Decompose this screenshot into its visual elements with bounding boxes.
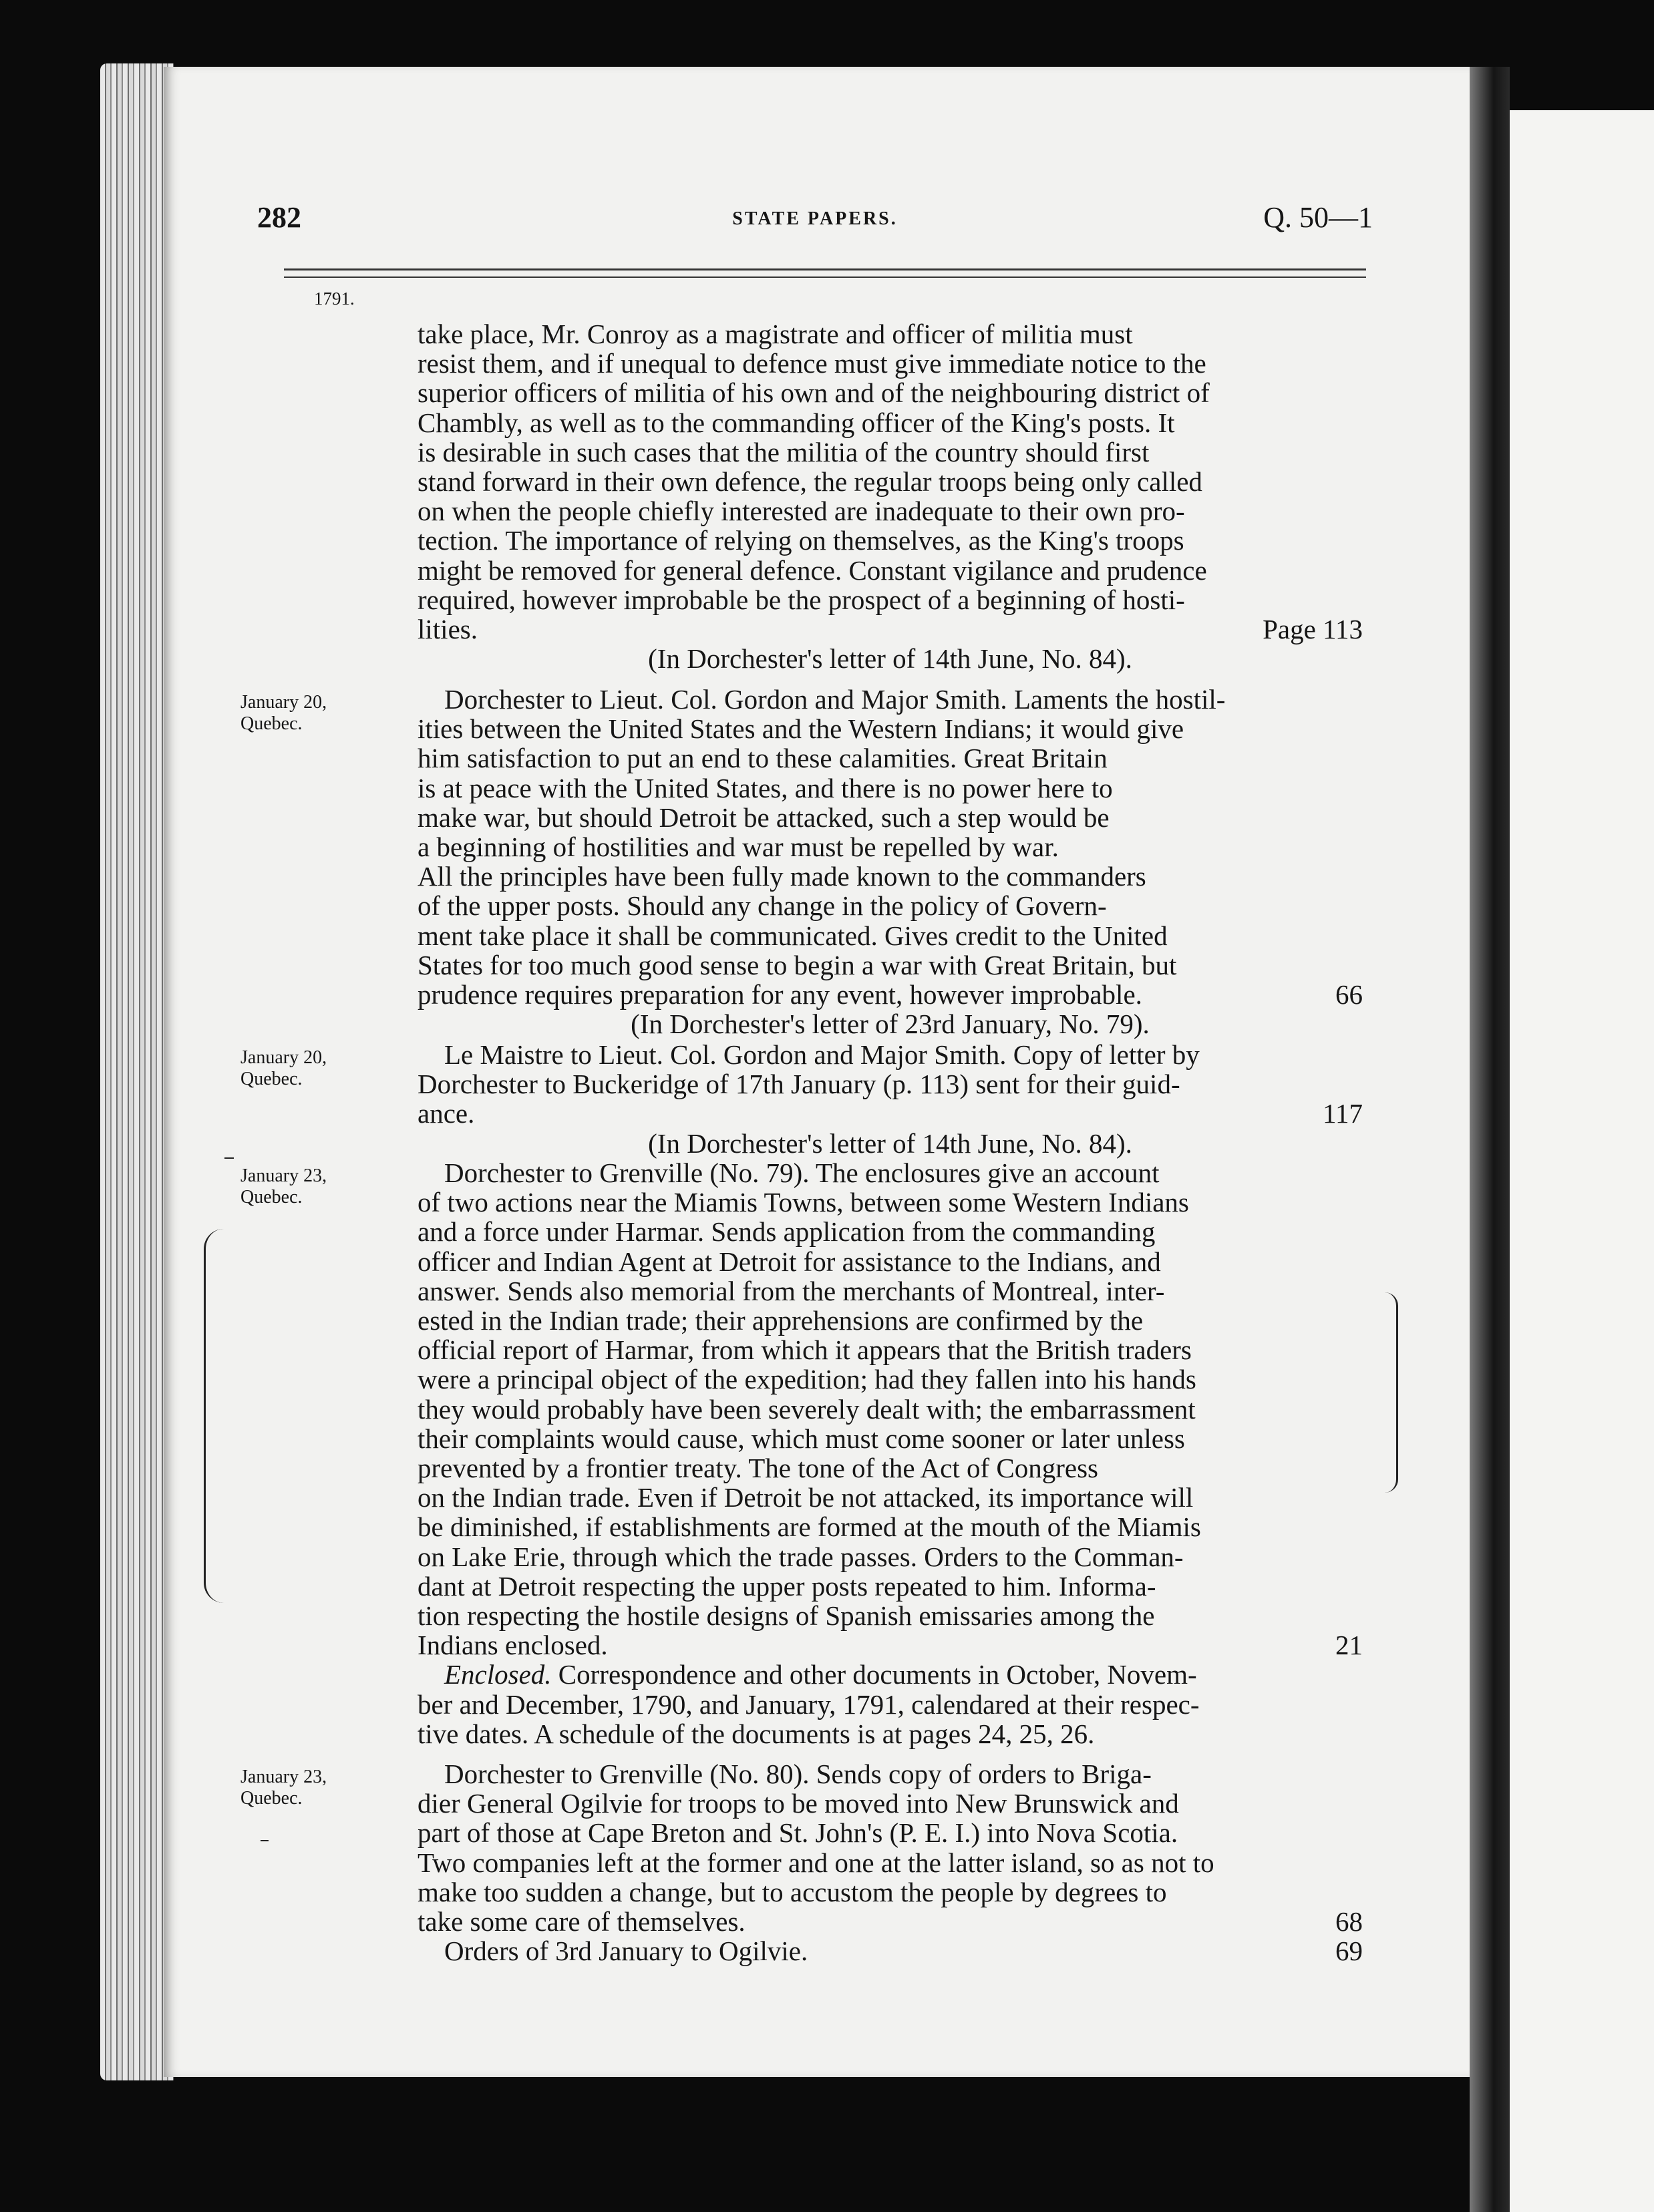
pencil-bracket-mark [204,1229,226,1603]
text-line: dier General Ogilvie for troops to be moved into New Brunswick and [418,1788,1179,1819]
text-line: were a principal object of the expedition; had they fallen into his hands [418,1364,1196,1395]
source-note: (In Dorchester's letter of 14th June, No. 84). [648,643,1132,675]
header-rule [284,268,1366,270]
text-line: be diminished, if establishments are formed at the mouth of the Miamis [418,1511,1201,1543]
text-line: Indians enclosed. [418,1630,608,1661]
text-line: on when the people chiefly interested are inadequate to their own pro- [418,496,1185,527]
text-line: Chambly, as well as to the commanding officer of the King's posts. It [418,407,1175,438]
entry-body [418,685,1363,1039]
pencil-dash-mark [224,1157,234,1159]
text-line: him satisfaction to put an end to these calamities. Great Britain [418,743,1108,774]
text-line: resist them, and if unequal to defence must give immediate notice to the [418,348,1206,379]
volume-reference: Q. 50—1 [1263,201,1373,234]
text-line-with-ref [418,1630,1363,1660]
text-line: Dorchester to Grenville (No. 79). The enclosures give an account [444,1157,1160,1188]
text-line-with-ref [418,980,1363,1009]
page-ref: 117 [1323,1098,1363,1129]
page-number: 282 [257,201,301,234]
entry-place: Quebec. [240,1069,303,1089]
text-line: ment take place it shall be communicated. Gives credit to the United [418,920,1168,951]
text-line: officer and Indian Agent at Detroit for assistance to the Indians, and [418,1246,1161,1277]
entry-date: January 23, [240,1767,327,1787]
text-line: of two actions near the Miamis Towns, between some Western Indians [418,1187,1189,1218]
pencil-dash-mark [261,1840,269,1841]
text-line: of the upper posts. Should any change in the policy of Govern- [418,890,1107,922]
text-line: Le Maistre to Lieut. Col. Gordon and Major Smith. Copy of letter by [444,1039,1200,1070]
text-line: ested in the Indian trade; their apprehensions are confirmed by the [418,1305,1144,1336]
entry-continuation [418,319,1363,673]
book-page-edges [100,63,174,2080]
text-line: ber and December, 1790, and January, 1791, calendared at their respec- [418,1688,1200,1720]
text-line: Dorchester to Buckeridge of 17th January (p. 113) sent for their guid- [418,1069,1180,1100]
entry-place: Quebec. [240,1187,303,1208]
text-line: a beginning of hostilities and war must be repelled by war. [418,832,1059,863]
text-line: tection. The importance of relying on themselves, as the King's troops [418,525,1184,556]
page-ref: Page 113 [1263,614,1363,645]
entry-date-marginal [240,1047,327,1090]
entry-date-marginal [240,692,327,735]
text-line: required, however improbable be the prospect of a beginning of hosti- [418,584,1185,615]
text-line: official report of Harmar, from which it appears that the British traders [418,1334,1192,1366]
text-line: might be removed for general defence. Constant vigilance and prudence [418,554,1207,586]
text-line: Dorchester to Lieut. Col. Gordon and Major Smith. Laments the hostil- [444,684,1226,715]
text-line: make war, but should Detroit be attacked, such a step would be [418,801,1110,833]
source-note: (In Dorchester's letter of 14th June, No. 84). [648,1127,1132,1159]
text-line: they would probably have been severely dealt with; the embarrassment [418,1393,1196,1425]
text-line-with-ref [418,1936,1363,1966]
year-marginal: 1791. [314,289,355,309]
entry-date: January 23, [240,1165,327,1186]
text-line: ities between the United States and the Western Indians; it would give [418,713,1184,745]
text-line: prudence requires preparation for any event, however improbable. [418,979,1142,1010]
text-line: on Lake Erie, through which the trade passes. Orders to the Comman- [418,1541,1184,1572]
text-line: tion respecting the hostile designs of Spanish emissaries among the [418,1600,1155,1632]
entry-body [418,1158,1363,1748]
text-line: their complaints would cause, which must come sooner or later unless [418,1423,1185,1454]
entry-place: Quebec. [240,1788,303,1809]
text-line: States for too much good sense to begin a war with Great Britain, but [418,949,1177,980]
enclosed-line [418,1660,1363,1689]
text-line: stand forward in their own defence, the regular troops being only called [418,466,1202,498]
entry-body [418,1040,1363,1158]
text-line: answer. Sends also memorial from the merchants of Montreal, inter- [418,1275,1165,1306]
text-line: dant at Detroit respecting the upper posts repeated to him. Informa- [418,1570,1156,1602]
text-line: and a force under Harmar. Sends application from the commanding [418,1216,1156,1248]
running-header [257,200,1373,240]
text-line: Two companies left at the former and one at the latter island, so as not to [418,1847,1214,1878]
entry-date: January 20, [240,1047,327,1068]
text-line: ance. [418,1098,475,1129]
text-line: Orders of 3rd January to Ogilvie. [444,1936,808,1967]
text-line: superior officers of militia of his own and of the neighbouring district of [418,377,1210,409]
text-line: make too sudden a change, but to accustom the people by degrees to [418,1876,1167,1907]
text-line: tive dates. A schedule of the documents is at pages 24, 25, 26. [418,1718,1095,1749]
text-line: is desirable in such cases that the militia of the country should first [418,436,1150,468]
page-ref: 66 [1335,979,1363,1010]
entry-date: January 20, [240,692,327,713]
text-line-with-ref [418,1099,1363,1128]
text-line: part of those at Cape Breton and St. John's (P. E. I.) into Nova Scotia. [418,1817,1178,1849]
page-ref: 69 [1335,1936,1363,1967]
text-line: prevented by a frontier treaty. The tone of the Act of Congress [418,1453,1098,1484]
pencil-bracket-mark [1383,1292,1398,1493]
book-gutter [1470,67,1510,2212]
running-title: STATE PAPERS. [732,208,898,229]
text-line: take some care of themselves. [418,1906,746,1938]
text-line-with-ref [418,1907,1363,1936]
entry-place: Quebec. [240,713,303,734]
entry-body [418,1759,1363,1966]
page-ref: 21 [1335,1630,1363,1661]
facing-page [1510,110,1654,2212]
text-line: is at peace with the United States, and there is no power here to [418,772,1113,803]
text-line: Dorchester to Grenville (No. 80). Sends copy of orders to Briga- [444,1759,1152,1789]
source-note: (In Dorchester's letter of 23rd January, No. 79). [631,1008,1150,1040]
text-line: on the Indian trade. Even if Detroit be not attacked, its importance will [418,1482,1194,1513]
page-ref: 68 [1335,1906,1363,1938]
text-line-with-ref [418,614,1363,644]
entry-date-marginal [240,1165,327,1208]
text-line: All the principles have been fully made known to the commanders [418,861,1146,892]
enclosed-label: Enclosed. [444,1659,552,1690]
text-line: take place, Mr. Conroy as a magistrate and officer of militia must [418,319,1133,349]
entry-date-marginal [240,1767,327,1809]
text-line: Correspondence and other documents in October, Novem- [558,1659,1197,1690]
text-line: lities. [418,614,478,645]
header-rule [284,276,1366,278]
